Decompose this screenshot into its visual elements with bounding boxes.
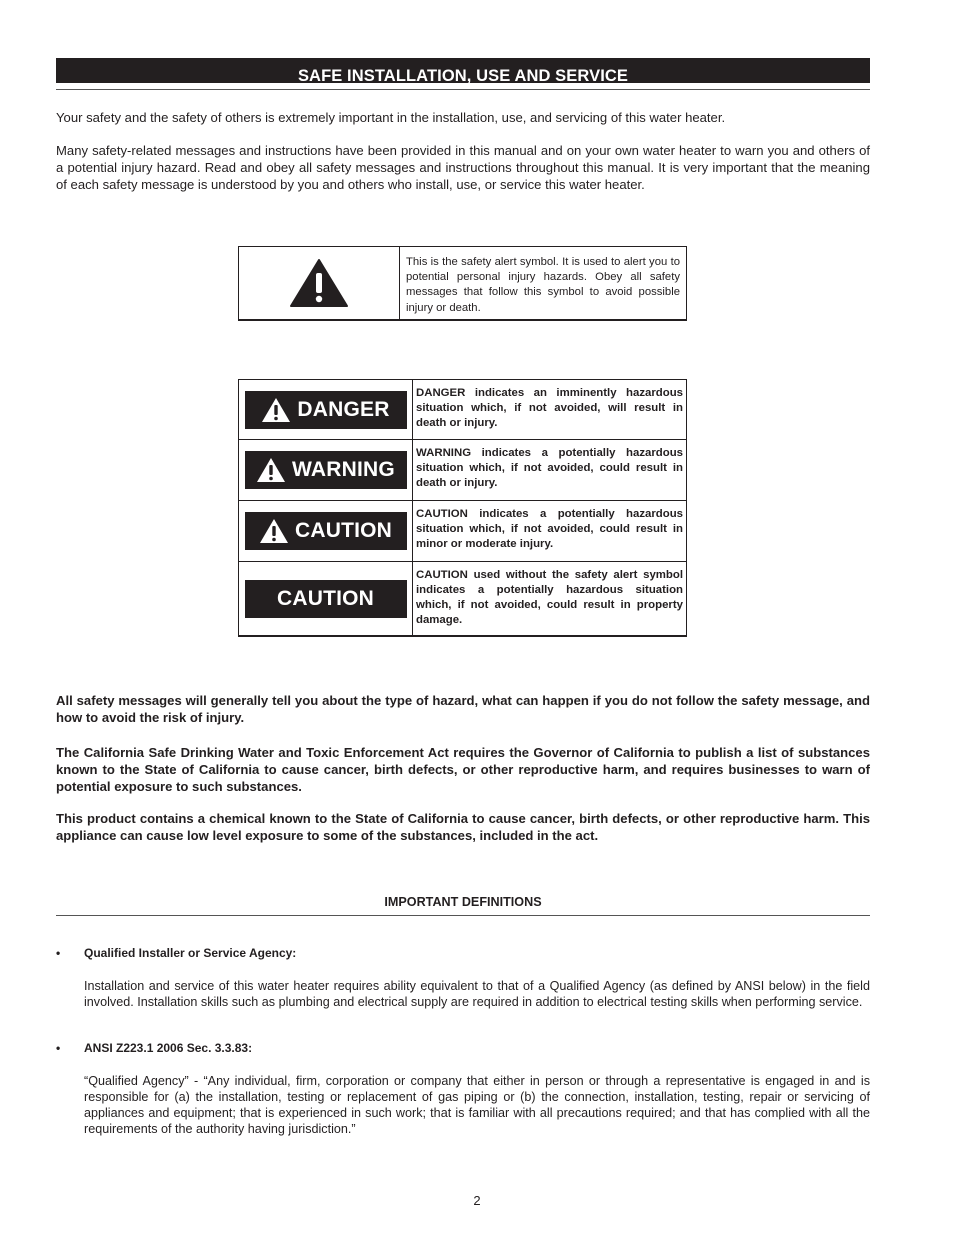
intro-paragraph-2: Many safety-related messages and instructions have been provided in this manual and on your own water heater to warn you and others of a potential injury hazard. Read and obey all safety messages and instructions throughout this manual. It is very important that the meaning of each safety message is understood by you and others who install, use, or service this water heater.	[56, 143, 870, 192]
caution-label: CAUTION	[294, 519, 393, 542]
bold-paragraph-3: This product contains a chemical known to the State of California to cause cancer, birth defects, or other reproductive harm. This appliance can cause low level exposure to some of the substances, included in the act.	[56, 811, 870, 843]
alert-triangle-icon	[261, 397, 291, 423]
page-number: 2	[473, 1193, 481, 1208]
signal-label-cell	[239, 440, 413, 500]
signal-row-danger	[239, 380, 686, 440]
definition-term-2	[56, 1041, 252, 1055]
header-divider	[56, 89, 870, 90]
safety-alert-triangle-icon	[289, 258, 349, 308]
term-text: ANSI Z223.1 2006 Sec. 3.3.83:	[84, 1041, 253, 1055]
definition-term-1	[56, 946, 296, 960]
signal-row-caution-symbol	[239, 501, 686, 562]
intro-paragraph-1: Your safety and the safety of others is extremely important in the installation, use, and servicing of this water heater.	[56, 110, 726, 125]
signal-label-cell	[239, 501, 413, 561]
danger-description: DANGER indicates an imminently hazardous situation which, if not avoided, will result in death or injury.	[416, 387, 683, 429]
section-title: SAFE INSTALLATION, USE AND SERVICE	[297, 67, 629, 85]
bullet: •	[56, 1041, 61, 1055]
warning-signal-panel	[245, 451, 407, 489]
danger-label: DANGER	[297, 397, 390, 421]
definition-body-2	[84, 1073, 870, 1137]
caution-with-symbol-signal-panel	[245, 512, 407, 550]
caution-label: CAUTION	[276, 586, 375, 610]
safety-alert-icon-cell	[239, 247, 400, 319]
signal-row-warning	[239, 440, 686, 501]
warning-description: WARNING indicates a potentially hazardous situation which, if not avoided, could result in death or injury.	[416, 447, 683, 489]
safety-message-paragraph	[56, 692, 870, 726]
caution-no-symbol-signal-panel	[245, 580, 407, 618]
safety-alert-description: This is the safety alert symbol. It is used to alert you to potential personal injury hazards. Obey all safety messages that follow this symbol to avoid possible injury or death.	[406, 256, 680, 314]
bold-paragraph-1: All safety messages will generally tell you about the type of hazard, what can happen if you do not follow the safety message, and how to avoid the risk of injury.	[56, 693, 870, 725]
chemical-warning-paragraph	[56, 810, 870, 844]
safety-alert-symbol-box	[238, 246, 687, 321]
caution-no-symbol-description: CAUTION used without the safety alert symbol indicates a potentially hazardous situation which, if not avoided, could result in property damage.	[416, 569, 683, 626]
caution-with-symbol-description: CAUTION indicates a potentially hazardous situation which, if not avoided, could result in minor or moderate injury.	[416, 508, 683, 550]
definition-body-1	[84, 978, 870, 1010]
section-header-bar	[56, 58, 870, 83]
signal-label-cell	[239, 380, 413, 439]
alert-triangle-icon	[259, 518, 289, 544]
definition-text: “Qualified Agency” - “Any individual, firm, corporation or company that either in person or through a representative is engaged in and is responsible for (a) the installation, testing or replacement of gas piping or (b) the connection, installation, testing, repair or servicing of appliances and equipment; that is experienced in such work; that is familiar with all precautions required; and that has complied with all the requirements of the authority having jurisdiction.”	[84, 1074, 870, 1136]
signal-word-table	[238, 379, 687, 637]
term-text: Qualified Installer or Service Agency:	[84, 946, 297, 960]
bullet: •	[56, 946, 61, 960]
bold-paragraph-2: The California Safe Drinking Water and Toxic Enforcement Act requires the Governor of California to publish a list of substances known to the State of California to cause cancer, birth defects, or other reproductive harm, and requires businesses to warn of potential exposure to such substances.	[56, 745, 870, 794]
alert-triangle-icon	[256, 457, 286, 483]
signal-row-caution-no-symbol	[239, 562, 686, 635]
definition-text: Installation and service of this water heater requires ability equivalent to that of a Qualified Agency (as defined by ANSI below) in the field involved. Installation skills such as plumbing and electrical supply are required in addition to electrical testing skills when performing service.	[84, 979, 870, 1009]
definitions-divider	[56, 915, 870, 916]
danger-signal-panel	[245, 391, 407, 429]
warning-label: WARNING	[292, 458, 395, 481]
definitions-title: IMPORTANT DEFINITIONS	[384, 895, 542, 909]
signal-label-cell	[239, 562, 413, 635]
manual-page	[56, 58, 870, 1136]
california-act-paragraph	[56, 744, 870, 795]
